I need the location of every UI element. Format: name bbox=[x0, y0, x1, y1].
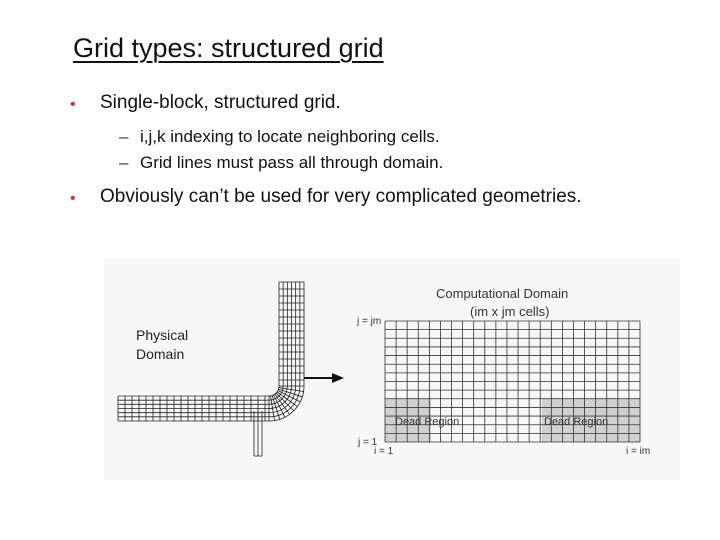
dead-region-left-label: Dead Region bbox=[395, 416, 460, 428]
grid-figure bbox=[104, 258, 680, 480]
bullet-item-2: Obviously can’t be used for very complicated geometries. bbox=[100, 186, 582, 207]
axis-label-i-1: i = 1 bbox=[374, 446, 394, 457]
sub-bullet-marker: – bbox=[119, 153, 129, 172]
axis-label-j-1: j = 1 bbox=[358, 437, 378, 448]
mapping-arrow-icon bbox=[304, 373, 344, 383]
computational-domain-title: Computational Domain bbox=[436, 286, 569, 301]
grid-figure-svg bbox=[104, 258, 680, 480]
axis-label-j-jm: j = jm bbox=[357, 316, 382, 327]
axis-label-i-im: i = im bbox=[626, 446, 651, 457]
bullet-item-1: Single-block, structured grid. bbox=[100, 92, 341, 113]
slide-title: Grid types: structured grid bbox=[73, 33, 384, 63]
physical-domain-label-2: Domain bbox=[136, 346, 185, 362]
bullet-marker: • bbox=[70, 190, 76, 207]
sub-bullet-marker: – bbox=[119, 127, 129, 146]
physical-domain-mesh bbox=[118, 282, 304, 456]
sub-bullet-item-1: i,j,k indexing to locate neighboring cells. bbox=[140, 127, 440, 146]
bullet-marker: • bbox=[70, 96, 76, 113]
physical-domain-label-1: Physical bbox=[136, 327, 189, 343]
computational-domain-subtitle: (im x jm cells) bbox=[470, 304, 550, 319]
sub-bullet-item-2: Grid lines must pass all through domain. bbox=[140, 153, 444, 172]
dead-region-right-label: Dead Region bbox=[544, 416, 609, 428]
